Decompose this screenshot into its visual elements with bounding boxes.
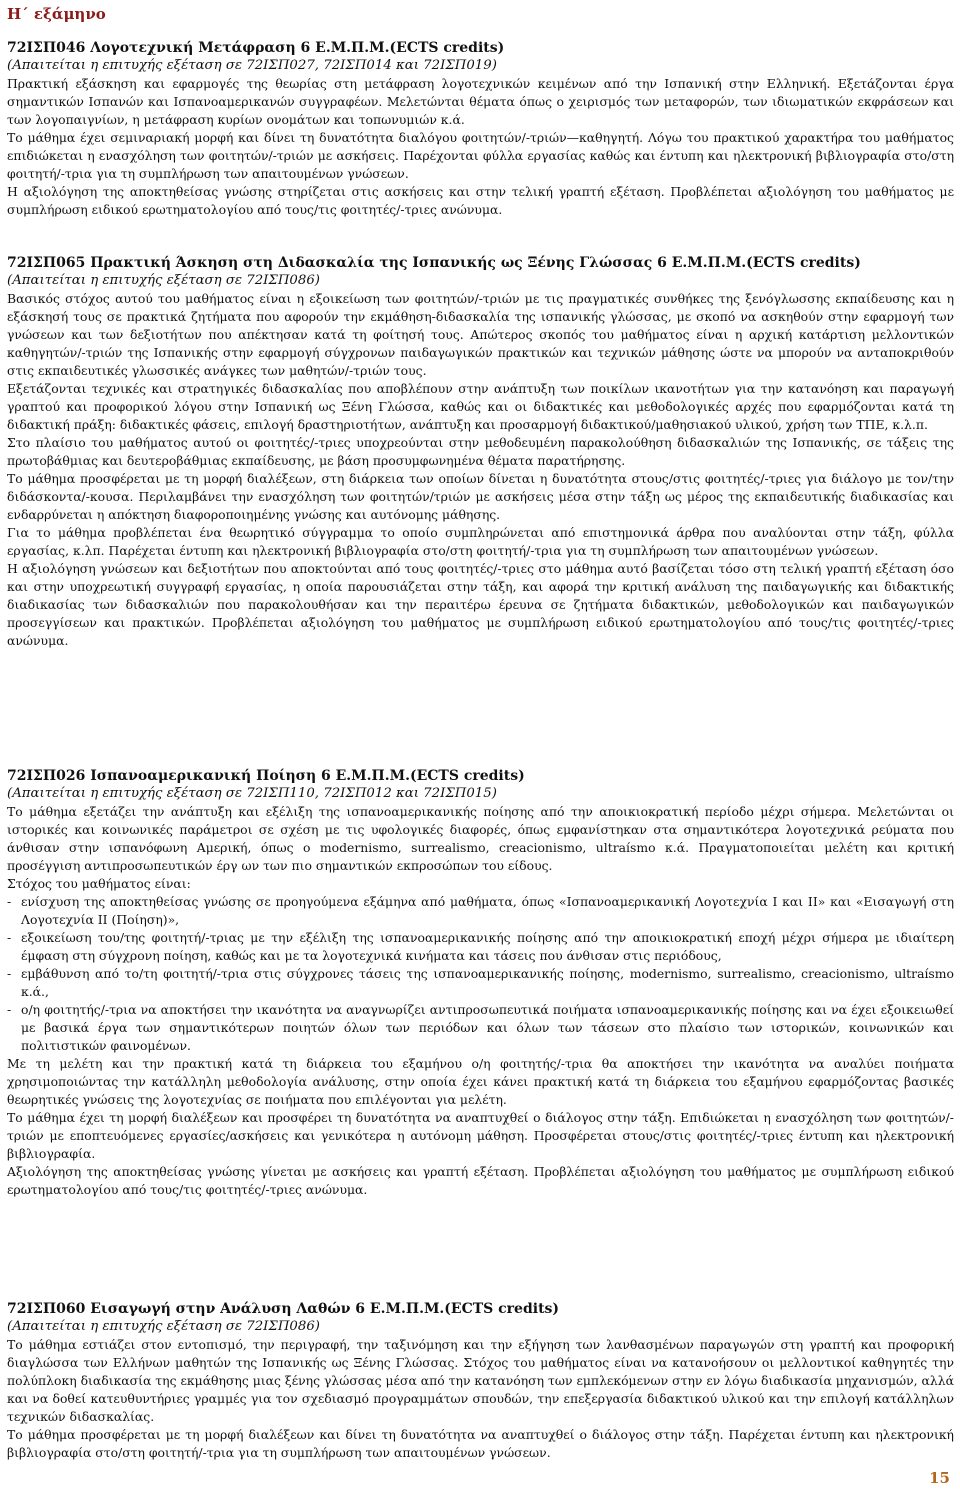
course-paragraph: Το μάθημα εστιάζει στον εντοπισμό, την περιγραφή, την ταξινόμηση και την εξήγηση των λανθασμένων παραγωγών στη γραπτή και προφορική διαγλώσσα των Ελλήνων μαθητών της Ισπανικής ως Ξένης Γλώσσας. Στόχος του μαθήματος είναι να κατανοήσουν οι μελλοντικοί καθηγητές την πολύπλοκη διαδικασία της εκμάθησης μιας ξένης γλώσσας μέσα από την κατανόηση των εμπλεκόμενων στην εν λόγω διαδικασία μηχανισμών, αλλά και να δοθεί κατευθυντήριες γραμμές για τον σχεδιασμό προγραμμάτων σπουδών, την επεξεργασία διδακτικού υλικού και την επιλογή κατάλληλων τεχνικών διδασκαλίας. <box>7 1337 954 1424</box>
course-paragraph: Η αξιολόγηση γνώσεων και δεξιοτήτων που αποκτούνται από τους φοιτητές/-τριες στο μάθημα αυτό βασίζεται τόσο στη τελική γραπτή εξέταση όσο και στην υποχρεωτική συγγραφή εργασίας, η οποία παρουσιάζεται στην τάξη, και αφορά την κριτική ανάλυση της παιδαγωγικής και διδακτικής διαδικασίας των διδασκαλιών που παρακολουθήσαν και την περαιτέρω έρευνα σε ζητήματα διδακτικών, μεθοδολογικών και παιδαγωγικών προσεγγίσεων και πρακτικών. Προβλέπεται αξιολόγηση του μαθήματος με συμπλήρωση ειδικού ερωτηματολογίου από τους/τις φοιτητές/-τριες ανώνυμα. <box>7 561 954 648</box>
course-paragraph: Για το μάθημα προβλέπεται ένα θεωρητικό σύγγραμμα το οποίο συμπληρώνεται από επιστημονικά άρθρα που αναλύονται στην τάξη, φύλλα εργασίας, κ.λπ. Παρέχεται έντυπη και ηλεκτρονική βιβλιογραφία στο/στη φοιτητή/-τρια για τη συμπλήρωση των απαιτουμένων γνώσεων. <box>7 525 954 558</box>
list-item: - ο/η φοιτητής/-τρια να αποκτήσει την ικανότητα να αναγνωρίζει αντιπροσωπευτικά ποιήματα ισπανοαμερικανικής ποίησης και να έχει εξοικειωθεί με βασικά έργα των σημαντικότερων ποιητών όλων των περιόδων και όλων των τάσεων στο πλαίσιο των ιστορικών, κοινωνικών και πολιτιστικών φαινομένων. <box>7 1001 954 1055</box>
course-paragraph: Εξετάζονται τεχνικές και στρατηγικές διδασκαλίας που αποβλέπουν στην ανάπτυξη των ποικίλων ικανοτήτων για την κατανόηση και παραγωγή γραπτού και προφορικού λόγου στην Ισπανική ως Ξένη Γλώσσα, καθώς και οι διδακτικές και μεθοδολογικές αρχές που εφαρμόζονται κατά τη διδακτική πράξη: διδακτικές φάσεις, επιλογή δραστηριοτήτων, ανάπτυξη και προσαρμογή διδακτικού/μαθησιακού υλικού, χρήση των ΤΠΕ, κ.λ.π. <box>7 381 954 432</box>
course-description <box>7 1336 954 1462</box>
semester-heading: Η΄ εξάμηνο <box>7 5 106 23</box>
course-paragraph: Στόχος του μαθήματος είναι: <box>7 876 191 891</box>
page-number: 15 <box>929 1469 950 1487</box>
course-paragraph: Το μάθημα εξετάζει την ανάπτυξη και εξέλιξη της ισπανοαμερικανικής ποίησης από την αποικιοκρατική περίοδο μέχρι σήμερα. Μελετώνται οι ιστορικές και κοινωνικές παράμετροι σε σχέση με τις υφολογικές διαφορές, όπως εμφανίστηκαν στα σημαντικότερα λογοτεχνικά ρεύματα που άνθισαν στην ισπανόφωνη Αμερική, όπως ο modernismo, surrealismo, creacionismo, ultraísmo κ.ά. Πραγματοποιείται μελέτη και κριτική προσέγγιση αντιπροσωπευτικών έργ ων των πιο σημαντικών εκπροσώπων του είδους. <box>7 804 954 873</box>
course-72ISP026 <box>7 768 954 1199</box>
course-paragraph: Η αξιολόγηση της αποκτηθείσας γνώσης στηρίζεται στις ασκήσεις και στην τελική γραπτή εξέταση. Προβλέπεται αξιολόγηση του μαθήματος με συμπλήρωση ειδικού ερωτηματολογίου από τους/τις φοιτητές/-τριες ανώνυμα. <box>7 184 954 217</box>
course-title: 72ΙΣΠ065 Πρακτική Άσκηση στη Διδασκαλία της Ισπανικής ως Ξένης Γλώσσας 6 Ε.Μ.Π.Μ.(ECTS credits) <box>7 255 861 271</box>
course-prerequisite: (Απαιτείται η επιτυχής εξέταση σε 72ΙΣΠ086) <box>7 1319 320 1334</box>
course-prerequisite: (Απαιτείται η επιτυχής εξέταση σε 72ΙΣΠ086) <box>7 273 320 288</box>
course-72ISP065 <box>7 255 954 650</box>
course-paragraph: Το μάθημα έχει σεμιναριακή μορφή και δίνει τη δυνατότητα διαλόγου φοιτητών/-τριών—καθηγητή. Λόγω του πρακτικού χαρακτήρα του μαθήματος επιδιώκεται η ενασχόληση των φοιτητών/-τριών με ασκήσεις. Παρέχονται φύλλα εργασίας καθώς και έντυπη και ηλεκτρονική βιβλιογραφία στο/στη φοιτητή/-τρια για τη συμπλήρωση των απαιτουμένων γνώσεων. <box>7 130 954 181</box>
course-title: 72ΙΣΠ026 Ισπανοαμερικανική Ποίηση 6 Ε.Μ.Π.Μ.(ECTS credits) <box>7 768 525 784</box>
course-paragraph: Πρακτική εξάσκηση και εφαρμογές της θεωρίας στη μετάφραση λογοτεχνικών κειμένων από την Ισπανική στην Ελληνική. Εξετάζονται έργα σημαντικών Ισπανών και Ισπανοαμερικανών συγγραφέων. Μελετώνται θέματα όπως ο χειρισμός των μεταφορών, των ιδιωματικών εκφράσεων και των λογοπαιγνίων, η μετάφραση κυρίων ονομάτων και τοπωνυμιών κ.ά. <box>7 76 954 127</box>
course-paragraph: Βασικός στόχος αυτού του μαθήματος είναι η εξοικείωση των φοιτητών/-τριών με τις πραγματικές συνθήκες της ξενόγλωσσης εκπαίδευσης και η εξάσκησή τους σε πρακτικά ζητήματα που αφορούν την εκμάθηση-διδασκαλία της ισπανικής γλώσσας, με σκοπό να ασκηθούν στην εφαρμογή των γνώσεων και των δεξιοτήτων που απέκτησαν κατά τη φοίτησή τους. Απώτερος σκοπός του μαθήματος είναι η αρχική κατάρτιση μελλοντικών καθηγητών/-τριών της Ισπανικής στην εφαρμογή σύγχρονων παιδαγωγικών πρακτικών και τεχνικών μάθησης ώστε να μπορούν να ανταποκριθούν στις εκπαιδευτικές γλωσσικές ανάγκες των μαθητών/-τριών τους. <box>7 291 954 378</box>
course-prerequisite: (Απαιτείται η επιτυχής εξέταση σε 72ΙΣΠ027, 72ΙΣΠ014 και 72ΙΣΠ019) <box>7 58 497 73</box>
course-title: 72ΙΣΠ060 Εισαγωγή στην Ανάλυση Λαθών 6 Ε.Μ.Π.Μ.(ECTS credits) <box>7 1301 560 1317</box>
course-description <box>7 803 954 1199</box>
course-paragraph: Με τη μελέτη και την πρακτική κατά τη διάρκεια του εξαμήνου ο/η φοιτητής/-τρια θα αποκτήσει την ικανότητα να αναλύει ποιήματα χρησιμοποιώντας την κατάλληλη μεθοδολογία ανάλυσης, στην οποία έχει κάνει πρακτική κατά τη διάρκεια του εξαμήνου εφαρμόζοντας βασικές θεωρητικές γνώσεις της λογοτεχνίας σε ποιήματα που επιλέγονται για μελέτη. <box>7 1056 954 1107</box>
course-paragraph: Αξιολόγηση της αποκτηθείσας γνώσης γίνεται με ασκήσεις και γραπτή εξέταση. Προβλέπεται αξιολόγηση του μαθήματος με συμπλήρωση ειδικού ερωτηματολογίου από τους/τις φοιτητές/-τριες ανώνυμα. <box>7 1164 954 1197</box>
course-72ISP060 <box>7 1301 954 1462</box>
course-title: 72ΙΣΠ046 Λογοτεχνική Μετάφραση 6 Ε.Μ.Π.Μ.(ECTS credits) <box>7 40 505 56</box>
list-item: - ενίσχυση της αποκτηθείσας γνώσης σε προηγούμενα εξάμηνα από μαθήματα, όπως «Ισπανοαμερικανική Λογοτεχνία Ι και ΙΙ» και «Εισαγωγή στη Λογοτεχνία ΙΙ (Ποίηση)», <box>7 893 954 929</box>
list-item: - εμβάθυνση από το/τη φοιτητή/-τρια στις σύγχρονες τάσεις της ισπανοαμερικανικής ποίησης, modernismo, surrealismo, creacionismo, ultraísmo κ.ά., <box>7 965 954 1001</box>
objectives-list <box>7 893 954 1055</box>
course-paragraph: Το μάθημα προσφέρεται με τη μορφή διαλέξεων, στη διάρκεια των οποίων δίνεται η δυνατότητα στους/στις φοιτητές/-τριες για διάλογο με τον/την διδάσκοντα/-κουσα. Περιλαμβάνει την ενασχόληση των φοιτητών/τριών με ασκήσεις μέσα στην τάξη ως μέρος της εκπαιδευτικής διαδικασίας και ενδαρρύνεται η απόκτηση διαφοροποιημένης γνώσης και αυτόνομης μάθησης. <box>7 471 954 522</box>
list-item: - εξοικείωση του/της φοιτητή/-τριας με την εξέλιξη της ισπανοαμερικανικής ποίησης από την αποικιοκρατική εποχή μέχρι σήμερα με ιδιαίτερη έμφαση στη σύγχρονη ποίηση, καθώς και με τα λογοτεχνικά κινήματα και τάσεις που άνθισαν στις περιόδους, <box>7 929 954 965</box>
course-prerequisite: (Απαιτείται η επιτυχής εξέταση σε 72ΙΣΠ110, 72ΙΣΠ012 και 72ΙΣΠ015) <box>7 786 497 801</box>
course-72ISP046 <box>7 40 954 219</box>
course-description <box>7 290 954 650</box>
course-paragraph: Το μάθημα έχει τη μορφή διαλέξεων και προσφέρει τη δυνατότητα να αναπτυχθεί ο διάλογος στην τάξη. Επιδιώκεται η ενασχόληση των φοιτητών/-τριών με εποπτευόμενες εργασίες/ασκήσεις και γενικότερα η αυτόνομη μάθηση. Προσφέρεται στους/στις φοιτητές/-τριες έντυπη και ηλεκτρονική βιβλιογραφία. <box>7 1110 954 1161</box>
course-paragraph: Το μάθημα προσφέρεται με τη μορφή διαλέξεων και δίνει τη δυνατότητα να αναπτυχθεί ο διάλογος στην τάξη. Παρέχεται έντυπη και ηλεκτρονική βιβλιογραφία στο/στη φοιτητή/-τρια για τη συμπλήρωση των απαιτουμένων γνώσεων. <box>7 1427 954 1460</box>
course-description <box>7 75 954 219</box>
course-paragraph: Στο πλαίσιο του μαθήματος αυτού οι φοιτητές/-τριες υποχρεούνται στην μεθοδευμένη παρακολούθηση διδασκαλιών της Ισπανικής, σε τάξεις της πρωτοβάθμιας και δευτεροβάθμιας εκπαίδευσης, με βάση προσυμφωνημένα θέματα παρατήρησης. <box>7 435 954 468</box>
